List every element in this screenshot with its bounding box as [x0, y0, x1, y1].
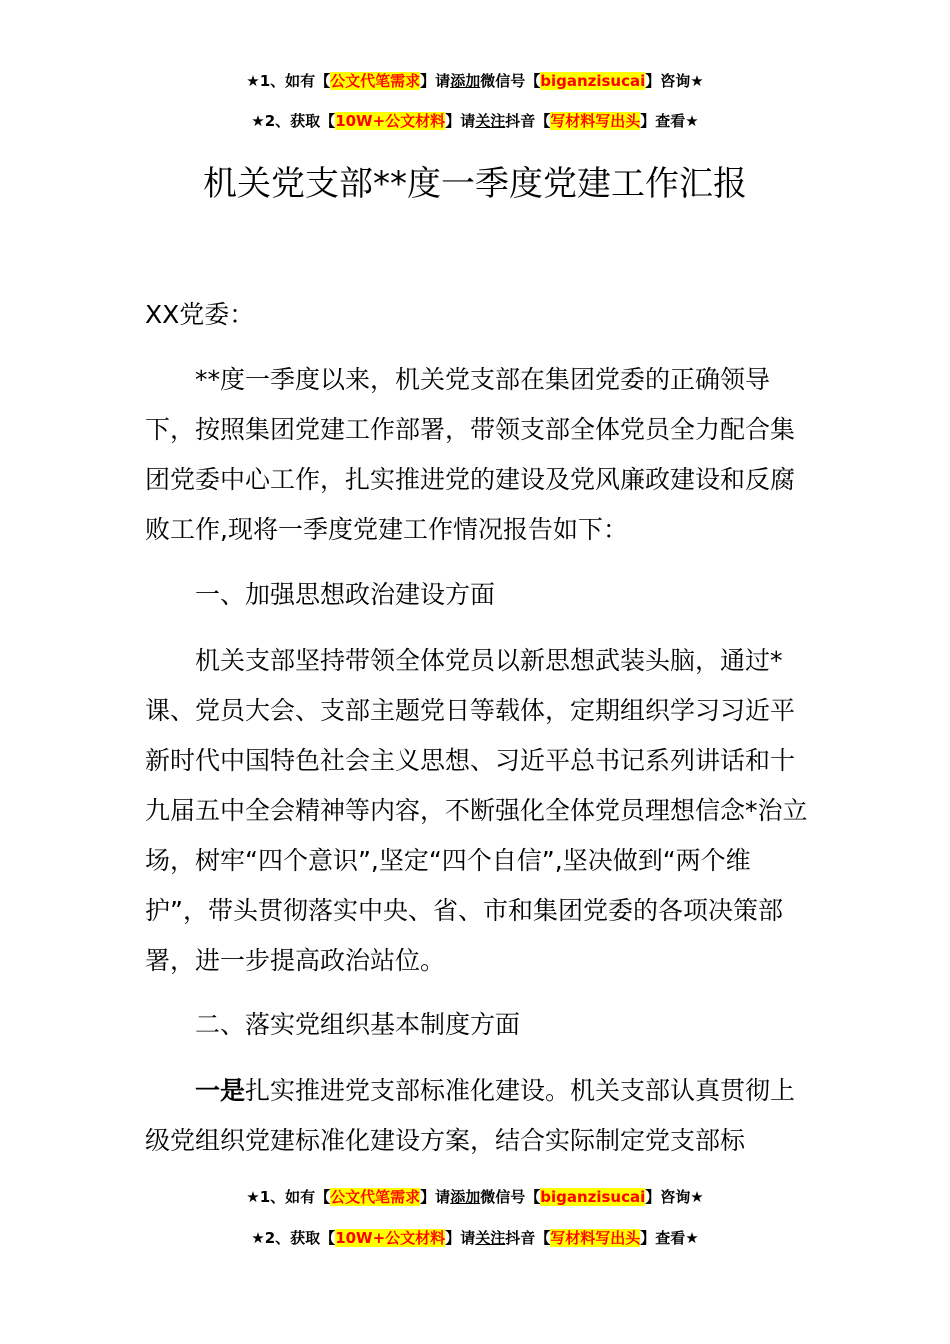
banner-suffix: 】咨询★ [645, 72, 704, 90]
banner-underlined-action: 添加 [450, 1188, 481, 1206]
intro-block [145, 355, 811, 555]
banner-underlined-action: 添加 [450, 72, 481, 90]
banner-underlined-action: 关注 [475, 112, 506, 130]
banner-text: 微信号【 [480, 72, 541, 90]
section-2-block [145, 1066, 811, 1166]
banner-prefix: ★2、获取【 [251, 112, 336, 130]
banner-text: 】请 [445, 1229, 476, 1247]
banner-highlight-service: 公文代笔需求 [330, 1188, 421, 1206]
banner-text: 抖音【 [505, 112, 551, 130]
section-2-heading: 二、落实党组织基本制度方面 [195, 1010, 521, 1039]
banner-text: 】请 [445, 112, 476, 130]
banner-prefix: ★2、获取【 [251, 1229, 336, 1247]
intro-paragraph: **度一季度以来，机关党支部在集团党委的正确领导下，按照集团党建工作部署，带领支部全体党员全力配合集团党委中心工作，扎实推进党的建设及党风廉政建设和反腐败工作,现将一季度党建工作情况报告如下： [145, 365, 796, 544]
banner-highlight-douyin: 写材料写出头 [550, 112, 641, 130]
banner-underlined-action: 关注 [475, 1229, 506, 1247]
banner-text: 】请 [420, 72, 451, 90]
banner-text: 】请 [420, 1188, 451, 1206]
bottom-banner-line-1 [0, 1186, 950, 1208]
document-title: 机关党支部**度一季度党建工作汇报 [203, 164, 747, 204]
top-banner-line-1 [0, 70, 950, 92]
item-body: 扎实推进党支部标准化建设。机关支部认真贯彻上级党组织党建标准化建设方案，结合实际制定党支部标 [145, 1076, 796, 1155]
item-lead: 一是 [195, 1076, 246, 1105]
banner-highlight-douyin: 写材料写出头 [550, 1229, 641, 1247]
banner-highlight-materials: 10W+公文材料 [335, 112, 446, 130]
section-1-block [145, 636, 811, 986]
section-2-item-1-paragraph [145, 1066, 811, 1166]
section-1-paragraph: 机关支部坚持带领全体党员以新思想武装头脑，通过*课、党员大会、支部主题党日等载体，定期组织学习习近平新时代中国特色社会主义思想、习近平总书记系列讲话和十九届五中全会精神等内容，不断强化全体党员理想信念*治立场，树牢“四个意识”,坚定“四个自信”,坚决做到“两个维护”，带头贯彻落实中央、省、市和集团党委的各项决策部署，进一步提高政治站位。 [145, 646, 808, 975]
banner-prefix: ★1、如有【 [246, 1188, 331, 1206]
banner-highlight-wechat-id: biganzisucai [540, 1188, 646, 1206]
banner-highlight-materials: 10W+公文材料 [335, 1229, 446, 1247]
banner-suffix: 】咨询★ [645, 1188, 704, 1206]
banner-prefix: ★1、如有【 [246, 72, 331, 90]
section-1-heading: 一、加强思想政治建设方面 [195, 580, 496, 609]
banner-suffix: 】查看★ [640, 112, 699, 130]
bottom-banner-line-2 [0, 1227, 950, 1249]
banner-text: 微信号【 [480, 1188, 541, 1206]
banner-highlight-wechat-id: biganzisucai [540, 72, 646, 90]
banner-text: 抖音【 [505, 1229, 551, 1247]
banner-highlight-service: 公文代笔需求 [330, 72, 421, 90]
salutation: XX党委： [145, 300, 255, 329]
banner-suffix: 】查看★ [640, 1229, 699, 1247]
top-banner-line-2 [0, 110, 950, 132]
